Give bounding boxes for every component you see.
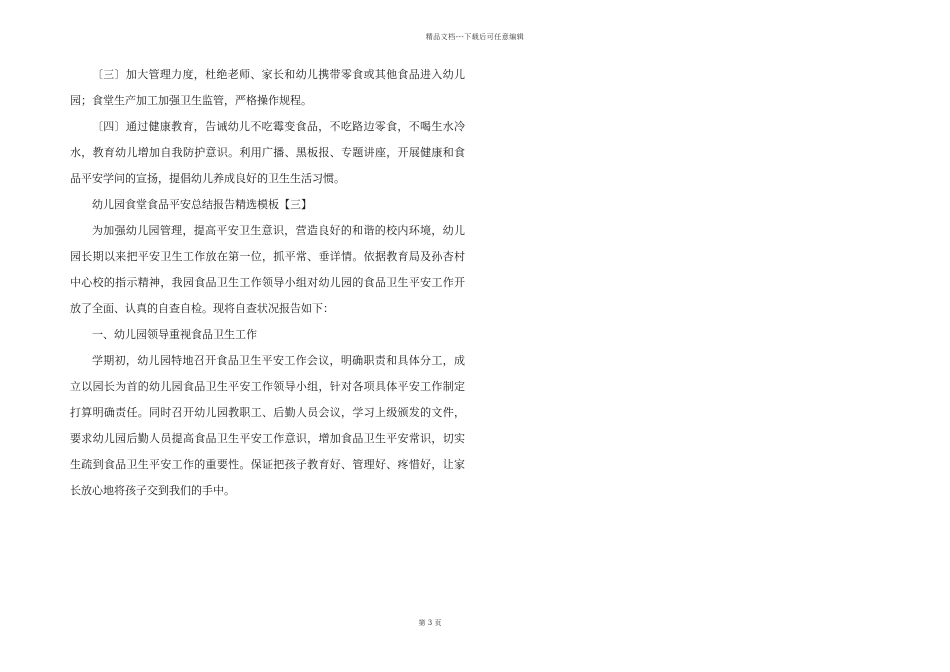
paragraph-intro: 为加强幼儿园管理，提高平安卫生意识，营造良好的和谐的校内环境，幼儿园长期以来把平安卫生工作放在第一位，抓平常、垂详情。依据教育局及孙杏村中心校的指示精神，我园食品卫生工作领导小组对幼儿园的食品卫生平安工作开放了全面、认真的自查自检。现将自查状况报告如下： — [70, 224, 465, 315]
paragraph-item-4-health-education: 〔四〕通过健康教育，告诫幼儿不吃霉变食品，不吃路边零食，不喝生水冷水，教育幼儿增加自我防护意识。利用广播、黑板报、专题讲座，开展健康和食品平安学问的宣扬，提倡幼儿养成良好的卫生生活习惯。 — [70, 120, 465, 185]
document-body — [70, 62, 465, 504]
page-header: 精品文档---下载后可任意编辑 — [425, 33, 525, 41]
section-title: 幼儿园食堂食品平安总结报告精选模板【三】 — [92, 198, 312, 211]
paragraph-section-1-body: 学期初，幼儿园特地召开食品卫生平安工作会议，明确职责和具体分工，成立以园长为首的幼儿园食品卫生平安工作领导小组，针对各项具体平安工作制定打算明确责任。同时召开幼儿园教职工、后勤人员会议，学习上级颁发的文件，要求幼儿园后勤人员提高食品卫生平安工作意识，增加食品卫生平安常识，切实生疏到食品卫生平安工作的重要性。保证把孩子教育好、管理好、疼惜好，让家长放心地将孩子交到我们的手中。 — [70, 354, 465, 497]
page-number: 第 3 页 — [418, 619, 442, 627]
paragraph-item-3-management: 〔三〕加大管理力度，杜绝老师、家长和幼儿携带零食或其他食品进入幼儿园；食堂生产加工加强卫生监管，严格操作规程。 — [70, 68, 465, 107]
section-heading-1: 一、幼儿园领导重视食品卫生工作 — [92, 328, 257, 341]
